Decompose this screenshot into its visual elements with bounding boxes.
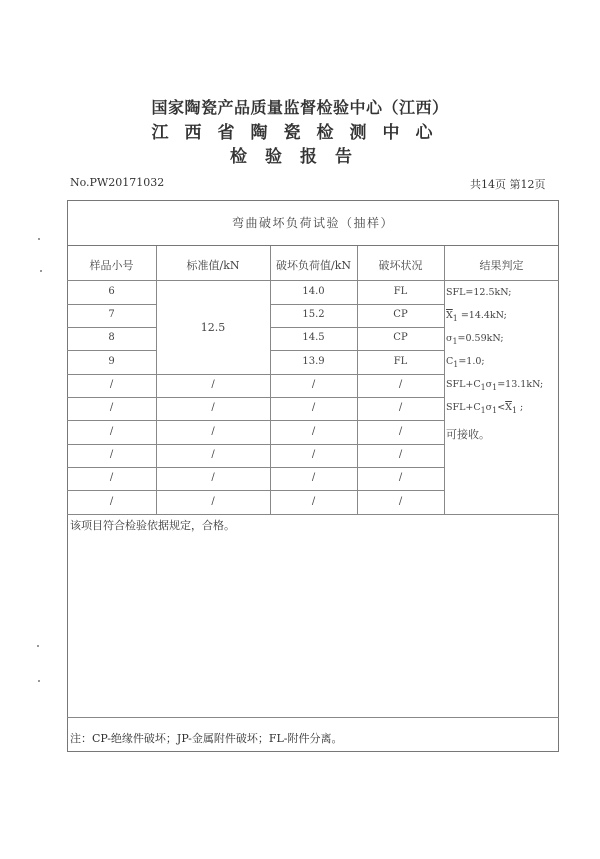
row-state: FL	[393, 356, 408, 367]
grid-line	[67, 444, 444, 445]
row-standard: /	[211, 472, 215, 483]
row-standard: /	[211, 379, 215, 390]
row-standard: /	[211, 426, 215, 437]
grid-line	[67, 514, 559, 515]
row-sample-no: /	[109, 379, 114, 390]
row-load: /	[311, 426, 316, 437]
row-state: FL	[393, 286, 408, 297]
result-sfl-c1-sigma: $SFL+C_1\sigma_1=13.1kN$;	[446, 379, 544, 392]
result-c1: $C_1=1.0$;	[446, 356, 485, 369]
header-failure-state: 破坏状况	[378, 259, 423, 272]
grid-line	[67, 280, 559, 281]
row-sample-no: /	[109, 426, 114, 437]
row-state: /	[398, 402, 403, 413]
row-state: /	[398, 449, 403, 460]
conclusion-text: 该项目符合检验依据规定，合格。	[70, 519, 235, 532]
report-title: 检验报告	[230, 147, 370, 167]
grid-line	[444, 246, 445, 514]
table-caption: 弯曲破坏负荷试验（抽样）	[67, 200, 559, 246]
result-mean: $\overline{X}_1 =14.4kN$;	[446, 310, 507, 323]
scan-mark	[38, 238, 40, 240]
row-load: /	[311, 449, 316, 460]
row-sample-no: 9	[108, 356, 115, 367]
row-standard: /	[211, 402, 215, 413]
row-sample-no: 6	[108, 286, 115, 297]
grid-line	[67, 374, 444, 375]
result-sigma: $\sigma_1=0.59kN$;	[446, 333, 504, 346]
row-state: /	[398, 472, 403, 483]
grid-line	[67, 490, 444, 491]
grid-line	[67, 350, 156, 351]
row-state: CP	[393, 309, 408, 320]
row-sample-no: /	[109, 496, 114, 507]
grid-line	[67, 304, 156, 305]
scan-mark	[40, 270, 42, 272]
row-state: /	[398, 426, 403, 437]
row-load: /	[311, 402, 316, 413]
row-standard: /	[211, 449, 215, 460]
row-load: 13.9	[302, 356, 325, 367]
header-result: 结果判定	[479, 259, 524, 272]
row-load: 14.0	[302, 286, 325, 297]
scan-mark	[37, 645, 39, 647]
row-state: /	[398, 379, 403, 390]
row-state: CP	[393, 332, 408, 343]
result-verdict: 可接收。	[446, 428, 490, 441]
row-state: /	[398, 496, 403, 507]
header-failure-load: 破坏负荷值/kN	[276, 259, 351, 272]
result-comparison: $SFL+C_1\sigma_1<\overline{X}_1$ ;	[446, 402, 524, 415]
center-title: 江西省陶瓷检测中心	[151, 123, 449, 143]
note-text: 注：CP-绝缘件破坏；JP-金属附件破坏；FL-附件分离。	[70, 732, 343, 745]
grid-line	[67, 327, 156, 328]
grid-line	[67, 397, 444, 398]
row-sample-no: 8	[108, 332, 115, 343]
row-sample-no: /	[109, 449, 114, 460]
row-sample-no: /	[109, 402, 114, 413]
row-sample-no: 7	[108, 309, 115, 320]
mean-symbol: $\overline{X}$	[446, 310, 453, 321]
row-load: /	[311, 496, 316, 507]
row-load: /	[311, 472, 316, 483]
row-sample-no: /	[109, 472, 114, 483]
org-title: 国家陶瓷产品质量监督检验中心（江西）	[151, 98, 449, 117]
standard-value: 12.5	[200, 321, 226, 334]
mean-symbol: $\overline{X}$	[505, 402, 512, 413]
grid-line	[67, 467, 444, 468]
header-sample-no: 样品小号	[89, 259, 134, 272]
row-load: /	[311, 379, 316, 390]
result-sfl: SFL=12.5kN;	[446, 287, 512, 298]
scan-mark	[38, 680, 40, 682]
header-standard-value: 标准值/kN	[186, 259, 240, 272]
grid-line	[67, 717, 559, 718]
row-load: 15.2	[302, 309, 325, 320]
row-standard: /	[211, 496, 215, 507]
row-load: 14.5	[302, 332, 325, 343]
report-number: No.PW20171032	[70, 176, 165, 189]
page-info: 共14页 第12页	[470, 178, 546, 191]
grid-line	[67, 420, 444, 421]
